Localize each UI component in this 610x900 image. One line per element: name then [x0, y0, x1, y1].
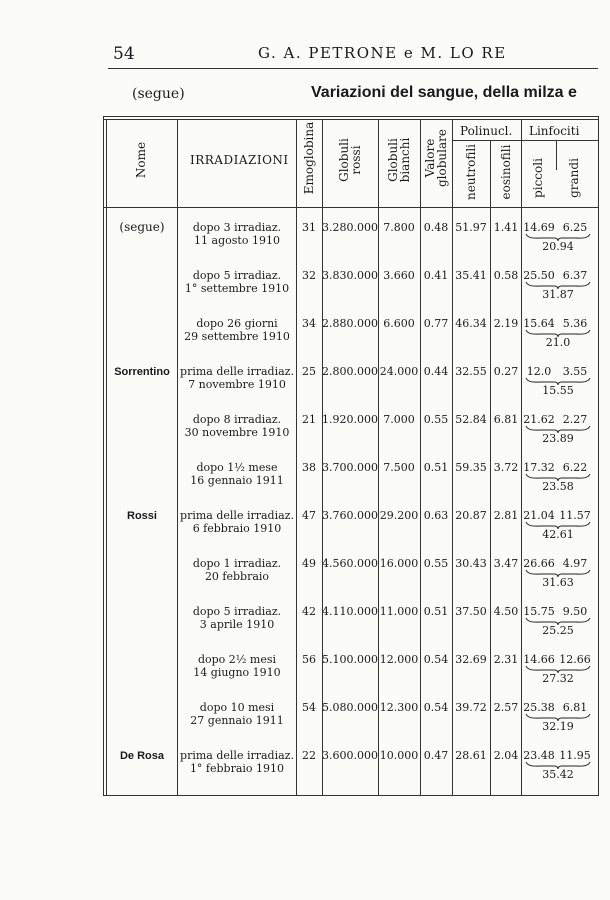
cell-piccoli: 17.32: [523, 461, 555, 474]
cell-grandi: 6.22: [562, 461, 588, 474]
cell-grandi: 6.37: [562, 269, 588, 282]
irradiation-date: 14 giugno 1910: [193, 666, 281, 679]
cell-emoglobina: 54: [302, 701, 316, 714]
header-rule: [108, 68, 598, 69]
cell-linfociti-total: 21.0: [545, 336, 571, 349]
cell-piccoli: 12.0: [526, 365, 552, 378]
cell-globuli-bianchi: 24.000: [379, 365, 419, 378]
irradiation-date: 29 settembre 1910: [184, 330, 290, 343]
cell-globuli-rossi: 3.760.000: [322, 509, 378, 522]
table-top-rule: [103, 116, 598, 117]
cell-valore-globulare: 0.77: [423, 317, 449, 330]
cell-eosinofili: 2.57: [493, 701, 519, 714]
cell-piccoli: 25.50: [523, 269, 555, 282]
cell-neutrofili: 39.72: [455, 701, 487, 714]
cell-valore-globulare: 0.55: [423, 413, 449, 426]
cell-grandi: 5.36: [562, 317, 588, 330]
cell-piccoli: 21.04: [523, 509, 555, 522]
header-grandi: grandi: [567, 158, 581, 198]
header-globuli-rossi: Globuli rossi: [337, 138, 363, 182]
header-eosinofili: eosinofili: [499, 144, 513, 200]
cell-valore-globulare: 0.47: [423, 749, 449, 762]
cell-eosinofili: 2.31: [493, 653, 519, 666]
cell-linfociti-total: 15.55: [542, 384, 574, 397]
cell-emoglobina: 49: [302, 557, 316, 570]
irradiation-event: prima delle irradiaz.: [180, 749, 294, 762]
patient-name: (segue): [119, 220, 165, 234]
cell-linfociti-total: 23.89: [542, 432, 574, 445]
header-valore-globulare: Valore globulare: [423, 129, 449, 187]
header-emoglobina: Emoglobina: [302, 121, 316, 195]
cell-emoglobina: 42: [302, 605, 316, 618]
cell-globuli-rossi: 3.600.000: [322, 749, 378, 762]
segue-label: (segue): [132, 86, 185, 102]
irradiation-event: dopo 10 mesi: [199, 701, 275, 714]
cell-grandi: 12.66: [559, 653, 591, 666]
cell-emoglobina: 25: [302, 365, 316, 378]
cell-piccoli: 21.62: [523, 413, 555, 426]
cell-linfociti-total: 32.19: [542, 720, 574, 733]
cell-neutrofili: 52.84: [455, 413, 487, 426]
cell-valore-globulare: 0.63: [423, 509, 449, 522]
cell-valore-globulare: 0.54: [423, 701, 449, 714]
cell-globuli-bianchi: 10.000: [379, 749, 419, 762]
cell-linfociti-total: 42.61: [542, 528, 574, 541]
cell-piccoli: 26.66: [523, 557, 555, 570]
cell-globuli-rossi: 3.830.000: [322, 269, 378, 282]
irradiation-date: 20 febbraio: [204, 570, 270, 583]
cell-valore-globulare: 0.44: [423, 365, 449, 378]
header-neutrofili: neutrofili: [464, 143, 478, 201]
cell-piccoli: 15.64: [523, 317, 555, 330]
irradiation-event: prima delle irradiaz.: [180, 509, 294, 522]
cell-globuli-bianchi: 16.000: [379, 557, 419, 570]
cell-valore-globulare: 0.54: [423, 653, 449, 666]
header-irradiazioni: IRRADIAZIONI: [190, 153, 289, 167]
cell-emoglobina: 34: [302, 317, 316, 330]
cell-grandi: 4.97: [562, 557, 588, 570]
cell-eosinofili: 2.81: [493, 509, 519, 522]
irradiation-date: 30 novembre 1910: [184, 426, 290, 439]
irradiation-event: prima delle irradiaz.: [180, 365, 294, 378]
cell-eosinofili: 1.41: [493, 221, 519, 234]
running-head: G. A. PETRONE e M. LO RE: [258, 44, 507, 62]
cell-globuli-rossi: 5.100.000: [322, 653, 378, 666]
cell-linfociti-total: 23.58: [542, 480, 574, 493]
cell-globuli-rossi: 3.700.000: [322, 461, 378, 474]
cell-globuli-bianchi: 12.300: [379, 701, 419, 714]
cell-neutrofili: 46.34: [455, 317, 487, 330]
cell-valore-globulare: 0.48: [423, 221, 449, 234]
irradiation-date: 27 gennaio 1911: [190, 714, 284, 727]
irradiation-event: dopo 3 irradiaz.: [192, 221, 282, 234]
cell-emoglobina: 56: [302, 653, 316, 666]
cell-valore-globulare: 0.41: [423, 269, 449, 282]
cell-eosinofili: 0.27: [493, 365, 519, 378]
cell-neutrofili: 37.50: [455, 605, 487, 618]
cell-globuli-bianchi: 7.800: [383, 221, 415, 234]
irradiation-date: 7 novembre 1910: [188, 378, 286, 391]
cell-globuli-bianchi: 3.660: [383, 269, 415, 282]
irradiation-event: dopo 5 irradiaz.: [192, 269, 282, 282]
cell-linfociti-total: 27.32: [542, 672, 574, 685]
cell-emoglobina: 38: [302, 461, 316, 474]
cell-linfociti-total: 20.94: [542, 240, 574, 253]
cell-piccoli: 14.69: [523, 221, 555, 234]
cell-globuli-rossi: 2.800.000: [322, 365, 378, 378]
col-rule: [106, 119, 107, 796]
cell-emoglobina: 47: [302, 509, 316, 522]
header-piccoli: piccoli: [531, 158, 545, 198]
col-rule: [598, 116, 599, 796]
cell-globuli-rossi: 3.280.000: [322, 221, 378, 234]
cell-valore-globulare: 0.51: [423, 605, 449, 618]
cell-emoglobina: 22: [302, 749, 316, 762]
irradiation-date: 1° febbraio 1910: [189, 762, 285, 775]
cell-globuli-bianchi: 11.000: [379, 605, 419, 618]
cell-neutrofili: 20.87: [455, 509, 487, 522]
irradiation-event: dopo 26 giorni: [196, 317, 278, 330]
cell-piccoli: 14.66: [523, 653, 555, 666]
cell-grandi: 11.57: [559, 509, 591, 522]
cell-grandi: 9.50: [562, 605, 588, 618]
cell-emoglobina: 32: [302, 269, 316, 282]
irradiation-event: dopo 2½ mesi: [197, 653, 277, 666]
cell-linfociti-total: 31.87: [542, 288, 574, 301]
col-rule: [556, 140, 557, 170]
cell-globuli-rossi: 4.110.000: [322, 605, 378, 618]
cell-valore-globulare: 0.55: [423, 557, 449, 570]
cell-grandi: 11.95: [559, 749, 591, 762]
irradiation-date: 11 agosto 1910: [194, 234, 280, 247]
cell-eosinofili: 3.47: [493, 557, 519, 570]
cell-neutrofili: 51.97: [455, 221, 487, 234]
cell-eosinofili: 3.72: [493, 461, 519, 474]
irradiation-date: 16 gennaio 1911: [190, 474, 284, 487]
header-linfociti: Linfociti: [529, 124, 580, 138]
cell-globuli-bianchi: 7.500: [383, 461, 415, 474]
cell-emoglobina: 21: [302, 413, 316, 426]
page-number: 54: [113, 44, 135, 64]
cell-globuli-rossi: 2.880.000: [322, 317, 378, 330]
cell-eosinofili: 2.19: [493, 317, 519, 330]
cell-piccoli: 25.38: [523, 701, 555, 714]
cell-linfociti-total: 35.42: [542, 768, 574, 781]
subheader-rule: [452, 140, 598, 141]
cell-eosinofili: 2.04: [493, 749, 519, 762]
cell-neutrofili: 28.61: [455, 749, 487, 762]
cell-neutrofili: 32.55: [455, 365, 487, 378]
col-rule: [103, 116, 104, 796]
cell-globuli-bianchi: 6.600: [383, 317, 415, 330]
cell-neutrofili: 35.41: [455, 269, 487, 282]
irradiation-date: 1° settembre 1910: [184, 282, 290, 295]
cell-eosinofili: 0.58: [493, 269, 519, 282]
cell-eosinofili: 4.50: [493, 605, 519, 618]
cell-linfociti-total: 31.63: [542, 576, 574, 589]
irradiation-event: dopo 1½ mese: [196, 461, 278, 474]
cell-globuli-bianchi: 29.200: [379, 509, 419, 522]
col-rule: [177, 119, 178, 796]
cell-piccoli: 15.75: [523, 605, 555, 618]
cell-grandi: 6.25: [562, 221, 588, 234]
cell-grandi: 2.27: [562, 413, 588, 426]
cell-grandi: 6.81: [562, 701, 588, 714]
irradiation-event: dopo 8 irradiaz.: [192, 413, 282, 426]
cell-globuli-rossi: 5.080.000: [322, 701, 378, 714]
irradiation-date: 3 aprile 1910: [199, 618, 275, 631]
table-title: Variazioni del sangue, della milza e: [311, 84, 577, 101]
header-nome: Nome: [134, 141, 148, 179]
cell-globuli-rossi: 1.920.000: [322, 413, 378, 426]
cell-emoglobina: 31: [302, 221, 316, 234]
cell-globuli-bianchi: 7.000: [383, 413, 415, 426]
cell-neutrofili: 59.35: [455, 461, 487, 474]
cell-linfociti-total: 25.25: [542, 624, 574, 637]
header-polinucl: Polinucl.: [460, 124, 513, 138]
cell-globuli-rossi: 4.560.000: [322, 557, 378, 570]
cell-grandi: 3.55: [562, 365, 588, 378]
patient-name: Rossi: [127, 510, 157, 522]
cell-neutrofili: 30.43: [455, 557, 487, 570]
cell-piccoli: 23.48: [523, 749, 555, 762]
patient-name: Sorrentino: [114, 366, 170, 378]
irradiation-event: dopo 1 irradiaz.: [192, 557, 282, 570]
cell-neutrofili: 32.69: [455, 653, 487, 666]
irradiation-date: 6 febbraio 1910: [192, 522, 282, 535]
header-globuli-bianchi: Globuli bianchi: [386, 137, 412, 183]
patient-name: De Rosa: [119, 750, 165, 762]
irradiation-event: dopo 5 irradiaz.: [192, 605, 282, 618]
cell-eosinofili: 6.81: [493, 413, 519, 426]
cell-globuli-bianchi: 12.000: [379, 653, 419, 666]
cell-valore-globulare: 0.51: [423, 461, 449, 474]
